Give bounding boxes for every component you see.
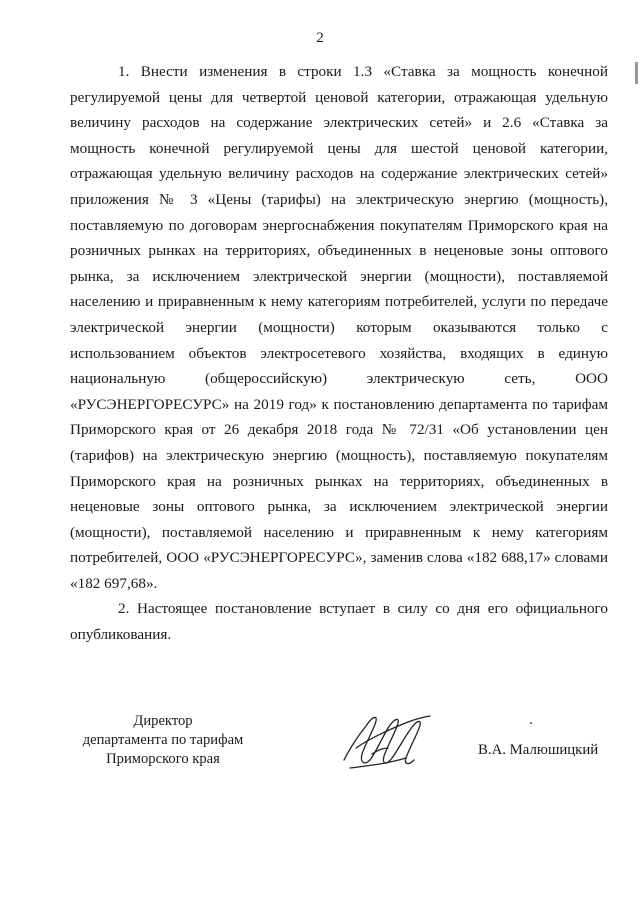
signer-title-line-3: Приморского края: [106, 751, 220, 767]
handwritten-signature-icon: [336, 708, 436, 778]
document-body: [70, 59, 608, 648]
scan-edge-mark: [635, 62, 638, 84]
signer-title: [68, 712, 258, 769]
signer-title-line-2: департамента по тарифам: [82, 732, 244, 748]
paragraph-effective-date: 2. Настоящее постановление вступает в силу со дня его официального опубликования.: [70, 600, 608, 644]
paragraph-amendment: 1. Внести изменения в строки 1.3 «Ставка за мощность конечной регулируемой цены для четвертой ценовой категории, отражающая удельную величину расходов на содержание электрических сетей» и 2.6 «Ставка за мощность конечной регулируемой цены для шестой ценовой категории, отражающая удельную величину расходов на содержание электрических сетей» приложения № 3 «Цены (тарифы) на электрическую энергию (мощность), поставляемую по договорам энергоснабжения покупателям Приморского края на розничных рынках на территориях, объединенных в неценовые зоны оптового рынка, за исключением электрической энергии (мощности), поставляемой населению и приравненным к нему категориям потребителей, услуги по передаче электрической энергии (мощности) которым оказываются только с использованием объектов электросетевого хозяйства, входящих в единую национальную (общероссийскую) электрическую сеть, ООО «РУСЭНЕРГОРЕСУРС» на 2019 год» к постановлению департамента по тарифам Приморского края от 26 декабря 2018 года № 72/31 «Об установлении цен (тарифов) на электрическую энергию (мощность), поставляемую покупателям Приморского края на розничных рынках на территориях, объединенных в неценовые зоны оптового рынка, за исключением электрической энергии (мощности), поставляемой населению и приравненным к нему категориям потребителей, ООО «РУСЭНЕРГОРЕСУРС», заменив слова «182 688,17» словами «182 697,68».: [70, 63, 608, 592]
page-number: 2: [316, 30, 324, 46]
signer-name: В.А. Малюшицкий: [478, 742, 599, 758]
signer-title-line-1: Директор: [133, 713, 193, 729]
signature-block: [0, 706, 640, 796]
